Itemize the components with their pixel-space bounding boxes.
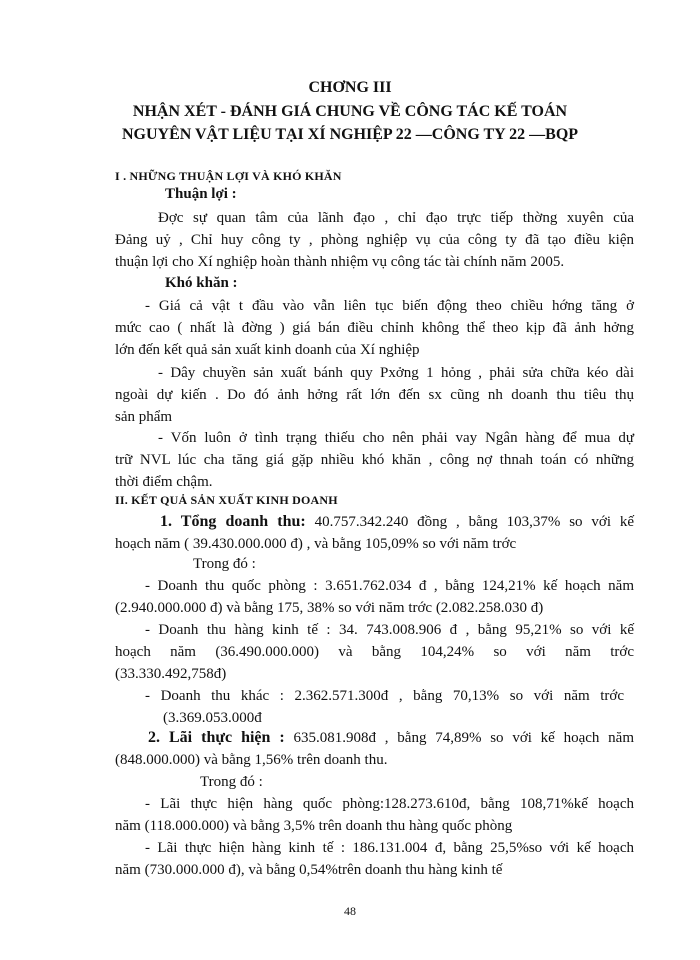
- revenue-item-line: (33.330.492,758đ): [115, 666, 227, 682]
- revenue-item-line: (3.369.053.000đ: [163, 710, 262, 726]
- chapter-heading-line-2: NGUYÊN VẬT LIỆU TẠI XÍ NGHIỆP 22 —CÔNG TY 22 —BQP: [121, 126, 579, 143]
- profit-line-rest: 635.081.908đ , bằng 74,89% so với kế hoạch năm: [284, 730, 635, 746]
- profit-line: (848.000.000) và bằng 1,56% trên doanh thu.: [115, 752, 388, 768]
- profit-item-line: năm (118.000.000) và bằng 3,5% trên doanh thu hàng quốc phòng: [115, 818, 513, 834]
- revenue-item-line: hoạch năm (36.490.000.000) và bằng 104,24% so với năm trớc: [115, 644, 634, 660]
- profit-line: [148, 728, 634, 748]
- profit-label: 2. Lãi thực hiện :: [148, 729, 285, 746]
- profit-item-line: năm (730.000.000 đ), và bằng 0,54%trên doanh thu hàng kinh tế: [115, 862, 503, 878]
- revenue-line-rest: 40.757.342.240 đồng , bằng 103,37% so với kế: [305, 514, 635, 530]
- revenue-label: 1. Tổng doanh thu:: [160, 513, 306, 530]
- chapter-heading-line-1: NHẬN XÉT - ĐÁNH GIÁ CHUNG VỀ CÔNG TÁC KẾ TOÁN: [132, 103, 568, 120]
- revenue-item-line: - Doanh thu quốc phòng : 3.651.762.034 đ , bằng 124,21% kế hoạch năm: [145, 578, 634, 594]
- advantages-line: Đảng uỷ , Chỉ huy công ty , phòng nghiệp vụ của công ty đã tạo điều kiện: [115, 232, 634, 248]
- difficulty-line: trữ NVL lúc cha tăng giá gặp nhiều khó khăn , công nợ thnah toán có những: [115, 452, 634, 468]
- difficulties-title: Khó khăn :: [165, 275, 238, 291]
- advantages-line: Đợc sự quan tâm của lãnh đạo , chỉ đạo trực tiếp thờng xuyên của: [158, 210, 634, 226]
- chapter-title: CHƠNG III: [308, 79, 392, 96]
- difficulty-line: sản phẩm: [115, 409, 173, 425]
- revenue-item-line: (2.940.000.000 đ) và bằng 175, 38% so với năm trớc (2.082.258.030 đ): [115, 600, 544, 616]
- difficulty-line: - Dây chuyền sản xuất bánh quy Pxởng 1 hỏng , phải sửa chữa kéo dài: [158, 365, 634, 381]
- difficulty-line: mức cao ( nhất là đờng ) giá bán điều chỉnh không thể theo kịp đã ảnh hởng: [115, 320, 634, 336]
- section-1-heading: I . NHỮNG THUẬN LỢI VÀ KHÓ KHĂN: [115, 169, 342, 183]
- difficulty-line: - Vốn luôn ở tình trạng thiếu cho nên phải vay Ngân hàng để mua dự: [158, 430, 634, 446]
- profit-detail-title: Trong đó :: [200, 774, 263, 790]
- revenue-line: hoạch năm ( 39.430.000.000 đ) , và bằng 105,09% so với năm trớc: [115, 536, 517, 552]
- revenue-line: [160, 512, 634, 532]
- advantages-line: thuận lợi cho Xí nghiệp hoàn thành nhiệm vụ công tác tài chính năm 2005.: [115, 254, 565, 270]
- advantages-title: Thuận lợi :: [165, 186, 237, 202]
- difficulty-line: ngoài dự kiến . Do đó ảnh hởng rất lớn đến sx cũng nh doanh thu tiêu thụ: [115, 387, 634, 403]
- difficulty-line: - Giá cả vật t đầu vào vẫn liên tục biến động theo chiều hớng tăng ở: [145, 298, 634, 314]
- difficulty-line: thời điểm chậm.: [115, 474, 213, 490]
- profit-item-line: - Lãi thực hiện hàng kinh tế : 186.131.004 đ, bằng 25,5%so với kế hoạch: [145, 840, 634, 856]
- profit-item-line: - Lãi thực hiện hàng quốc phòng:128.273.610đ, bằng 108,71%kế hoạch: [145, 796, 634, 812]
- section-2-heading: II. KẾT QUẢ SẢN XUẤT KINH DOANH: [115, 493, 338, 507]
- revenue-detail-title: Trong đó :: [193, 556, 256, 572]
- revenue-item-line: - Doanh thu hàng kinh tế : 34. 743.008.906 đ , bằng 95,21% so với kế: [145, 622, 634, 638]
- difficulty-line: lớn đến kết quả sản xuất kinh doanh của Xí nghiệp: [115, 342, 420, 358]
- page-number: 48: [344, 904, 356, 918]
- revenue-item-line: - Doanh thu khác : 2.362.571.300đ , bằng 70,13% so với năm trớc: [145, 688, 624, 704]
